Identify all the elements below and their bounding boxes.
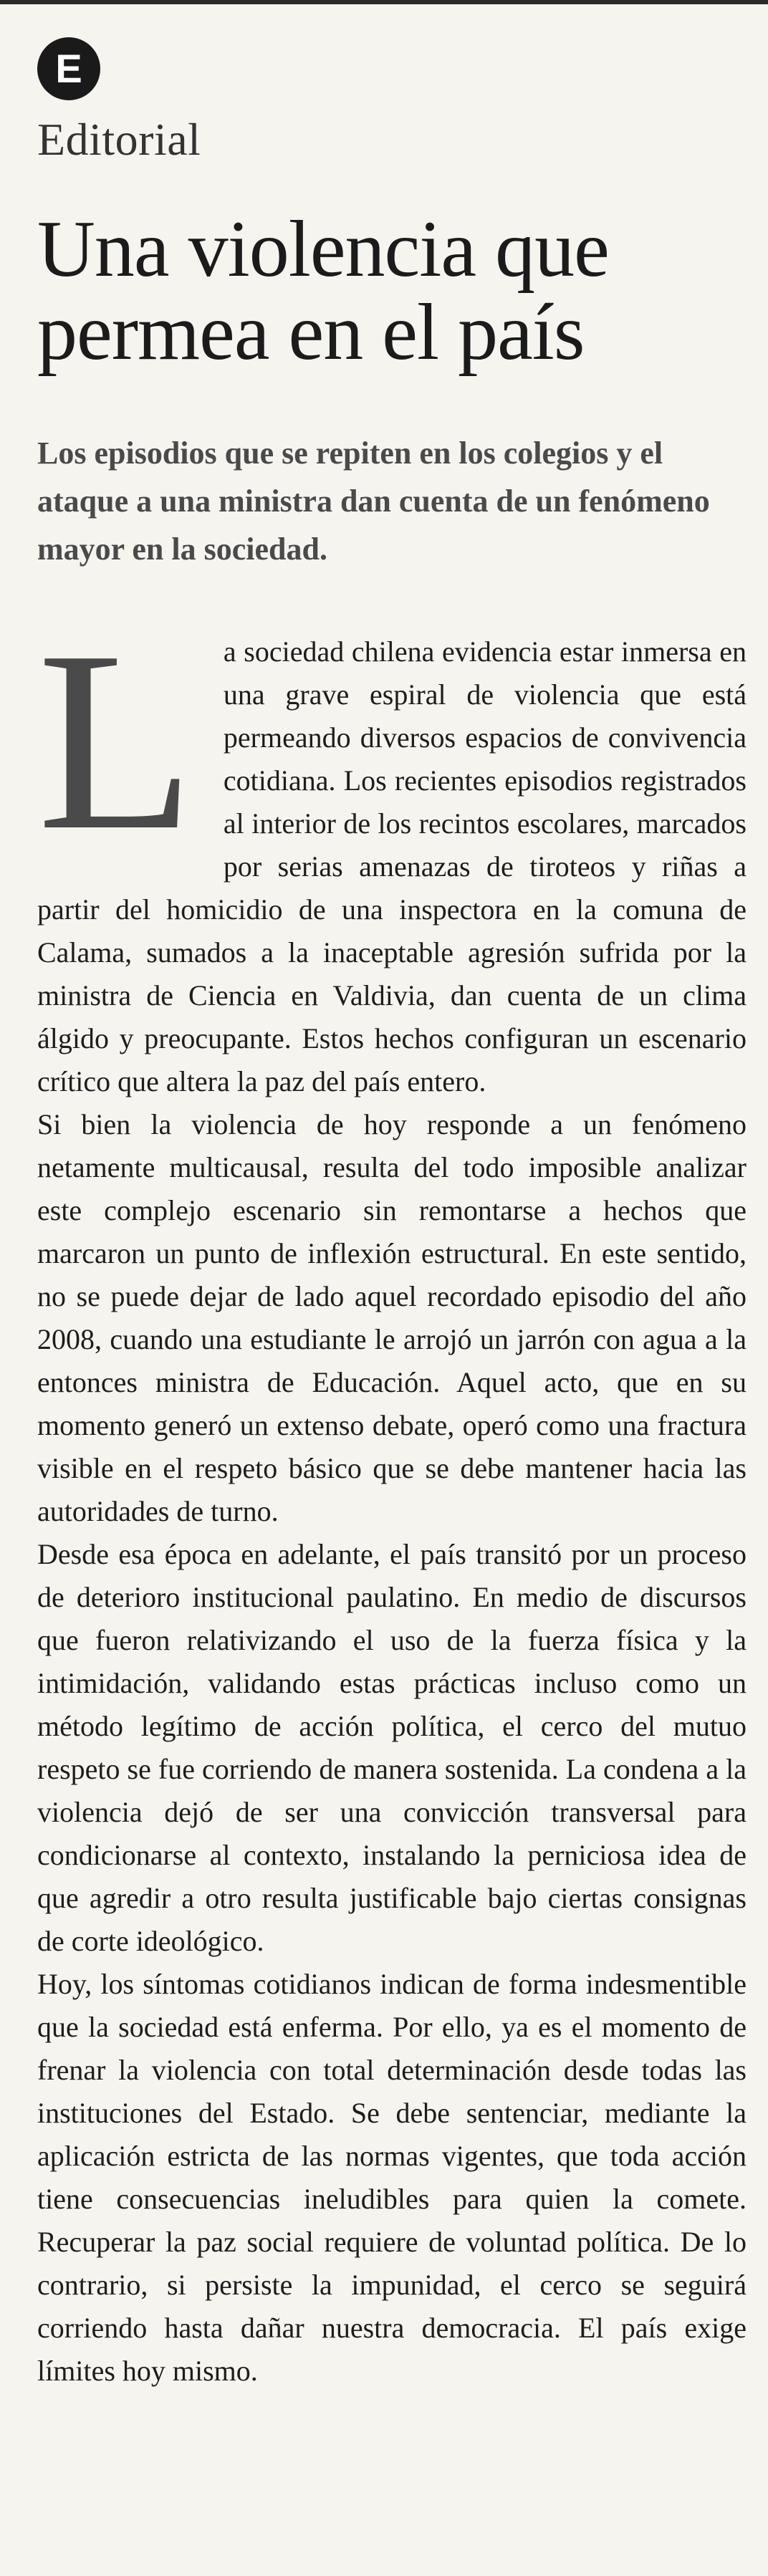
paragraph-1-text: a sociedad chilena evidencia estar inmersa en una grave espiral de violencia que está permeando diversos espacios de convivencia cotidiana. Los recientes episodios registrados al interior de los recintos escolares, marcados por serias amenazas de tiroteos y riñas a partir del homicidio de una inspectora en la comuna de Calama, sumados a la inaceptable agresión sufrida por la ministra de Ciencia en Valdivia, dan cuenta de un clima álgido y preocupante. Estos hechos configuran un escenario crítico que altera la paz del país entero. (37, 635, 747, 1097)
paragraph-3: Desde esa época en adelante, el país transitó por un proceso de deterioro institucional paulatino. En medio de discursos que fueron relativizando el uso de la fuerza física y la intimidación, validando estas prácticas incluso como un método legítimo de acción política, el cerco del mutuo respeto se fue corriendo de manera sostenida. La condena a la violencia dejó de ser una convicción transversal para condicionarse al contexto, instalando la perniciosa idea de que agredir a otro resulta justificable bajo ciertas consignas de corte ideológico. (37, 1538, 747, 1957)
drop-cap: L (37, 597, 195, 883)
headline: Una violencia que permea en el país (37, 205, 609, 378)
paragraph-4: Hoy, los síntomas cotidianos indican de forma indesmentible que la sociedad está enferma. Por ello, ya es el momento de frenar la violencia con total determinación desde todas las instituciones del Estado. Se debe sentenciar, mediante la aplicación estricta de las normas vigentes, que toda acción tiene consecuencias ineludibles para quien la comete. Recuperar la paz social requiere de voluntad política. De lo contrario, si persiste la impunidad, el cerco se seguirá corriendo hasta dañar nuestra democracia. El país exige límites hoy mismo. (37, 1968, 747, 2387)
section-logo-icon: E (37, 37, 100, 100)
article-body (37, 597, 747, 2393)
section-label: Editorial (37, 114, 201, 165)
dek-subtitle: Los episodios que se repiten en los colegios y el ataque a una ministra dan cuenta de un fenómeno mayor en la sociedad. (37, 436, 710, 567)
paragraph-2: Si bien la violencia de hoy responde a un fenómeno netamente multicausal, resulta del todo imposible analizar este complejo escenario sin remontarse a hechos que marcaron un punto de inflexión estructural. En este sentido, no se puede dejar de lado aquel recordado episodio del año 2008, cuando una estudiante le arrojó un jarrón con agua a la entonces ministra de Educación. Aquel acto, que en su momento generó un extenso debate, operó como una fractura visible en el respeto básico que se debe mantener hacia las autoridades de turno. (37, 1108, 747, 1527)
top-rule (0, 0, 768, 4)
section-header (37, 37, 201, 166)
paragraph-1 (37, 597, 747, 1103)
